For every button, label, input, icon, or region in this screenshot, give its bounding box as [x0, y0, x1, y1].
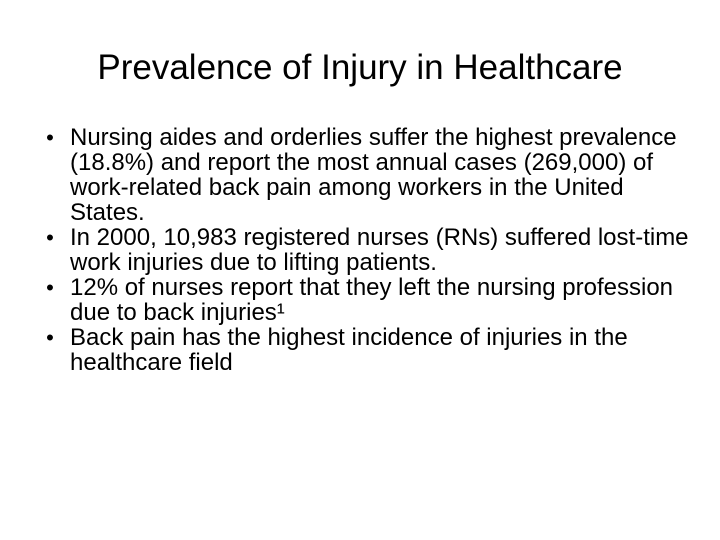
bullet-text: In 2000, 10,983 registered nurses (RNs) suffered lost-time work injuries due to lifting patients. [70, 224, 689, 276]
slide-title: Prevalence of Injury in Healthcare [97, 48, 623, 87]
bullet-icon: • [46, 225, 54, 250]
bullet-text: 12% of nurses report that they left the nursing profession due to back injuries¹ [70, 274, 674, 326]
bullet-item [30, 225, 690, 275]
bullet-item [30, 125, 690, 225]
bullet-item [30, 275, 690, 325]
bullet-icon: • [46, 275, 54, 300]
bullet-text: Back pain has the highest incidence of injuries in the healthcare field [70, 324, 628, 376]
bullet-item [30, 325, 690, 375]
bullet-icon: • [46, 125, 54, 150]
bullet-text: Nursing aides and orderlies suffer the highest prevalence (18.8%) and report the most annual cases (269,000) of work-related back pain among workers in the United States. [70, 124, 677, 226]
bullet-icon: • [46, 325, 54, 350]
bullet-list [30, 125, 690, 375]
